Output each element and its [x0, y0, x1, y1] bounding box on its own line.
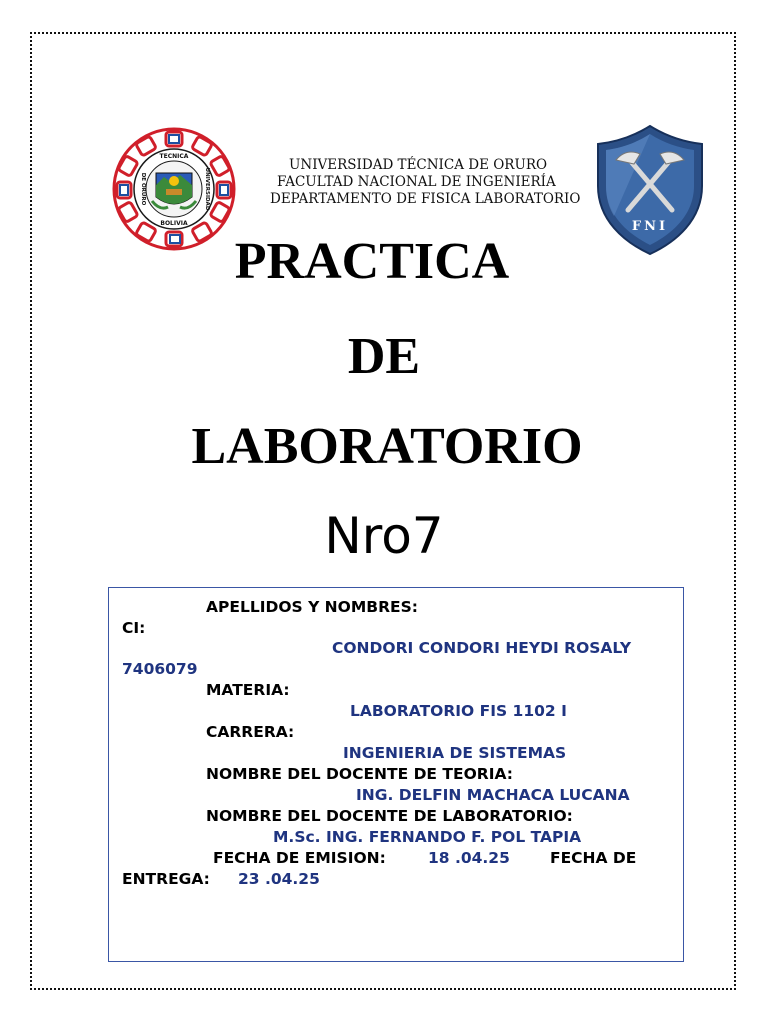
department-name: DEPARTAMENTO DE FISICA LABORATORIO — [270, 191, 581, 207]
fni-text: FNI — [631, 219, 669, 234]
ci-value: 7406079 — [122, 660, 198, 678]
career-label: CARRERA: — [206, 723, 295, 741]
theory-teacher-label: NOMBRE DEL DOCENTE DE TEORIA: — [206, 765, 513, 783]
lab-teacher-value: M.Sc. ING. FERNANDO F. POL TAPIA — [273, 828, 582, 846]
delivery-date-label-part2: ENTREGA: — [122, 870, 210, 888]
title-line-2: DE — [347, 328, 421, 385]
lab-teacher-label: NOMBRE DEL DOCENTE DE LABORATORIO: — [206, 807, 573, 825]
delivery-date-label-part1: FECHA DE — [550, 849, 637, 867]
names-value: CONDORI CONDORI HEYDI ROSALY — [332, 639, 632, 657]
emission-date-label: FECHA DE EMISION: — [213, 849, 386, 867]
practice-number: Nro7 — [324, 507, 444, 565]
delivery-date-value: 23 .04.25 — [238, 870, 320, 888]
title-line-1: PRACTICA — [234, 233, 510, 290]
ci-label: CI: — [122, 619, 146, 637]
subject-label: MATERIA: — [206, 681, 290, 699]
seal-text-bottom: BOLIVIA — [160, 220, 188, 227]
subject-value: LABORATORIO FIS 1102 I — [350, 702, 567, 720]
faculty-name: FACULTAD NACIONAL DE INGENIERÍA — [277, 174, 556, 190]
theory-teacher-value: ING. DELFIN MACHACA LUCANA — [356, 786, 630, 804]
emission-date-value: 18 .04.25 — [428, 849, 510, 867]
institution-header — [250, 157, 580, 208]
seal-text-right: UNIVERSIDAD — [204, 167, 210, 211]
title-line-3: LABORATORIO — [191, 418, 583, 475]
career-value: INGENIERIA DE SISTEMAS — [343, 744, 567, 762]
seal-text-left: DE ORURO — [140, 172, 146, 206]
seal-text-top: TECNICA — [159, 153, 189, 160]
names-label: APELLIDOS Y NOMBRES: — [206, 598, 418, 616]
university-name: UNIVERSIDAD TÉCNICA DE ORURO — [289, 157, 548, 173]
